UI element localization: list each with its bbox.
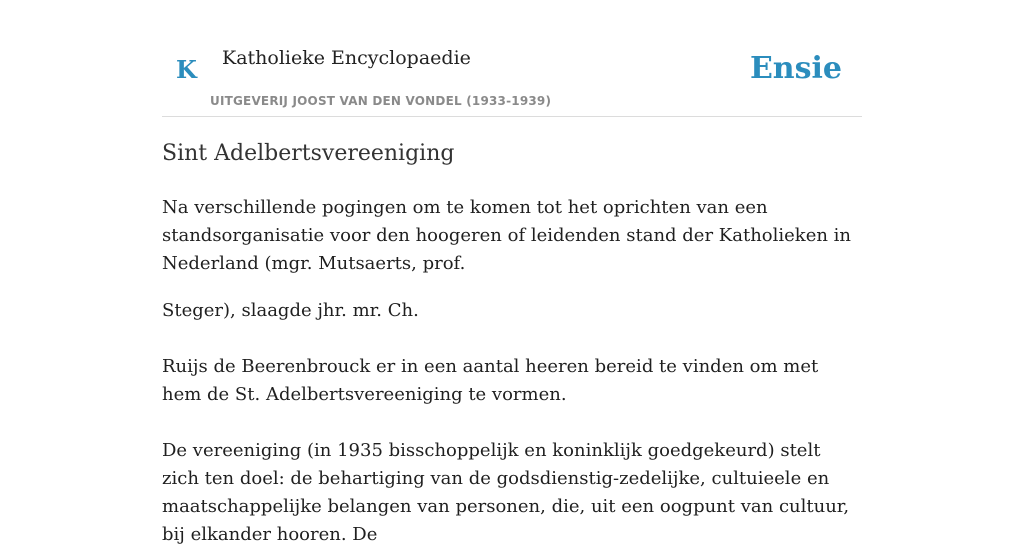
article-paragraph: Steger), slaagde jhr. mr. Ch. bbox=[162, 300, 419, 321]
article-content bbox=[162, 138, 862, 549]
article-paragraph: Na verschillende pogingen om te komen tot het oprichten van een standsorganisatie voor den hoogeren of leidenden stand der Katholieken in Nederland (mgr. Mutsaerts, prof. bbox=[162, 197, 852, 274]
article-paragraph: Ruijs de Beerenbrouck er in een aantal heeren bereid te vinden om met hem de St. Adelbertsvereeniging te vormen. bbox=[162, 356, 819, 405]
site-header bbox=[162, 0, 862, 117]
article-title: Sint Adelbertsvereeniging bbox=[162, 141, 455, 166]
publisher-subtitle: UITGEVERIJ JOOST VAN DEN VONDEL (1933-1939) bbox=[210, 94, 552, 108]
ensie-brand-logo[interactable]: Ensie bbox=[749, 51, 842, 86]
article-paragraph: De vereeniging (in 1935 bisschoppelijk en koninklijk goedgekeurd) stelt zich ten doel: de behartiging van de godsdienstig-zedelijke, cultuieele en maatschappelijke belangen van personen, die, uit een oogpunt van cultuur, bij elkander hooren. De bbox=[162, 440, 850, 545]
logo-icon[interactable]: K bbox=[176, 55, 197, 84]
site-title-link[interactable]: Katholieke Encyclopaedie bbox=[222, 47, 471, 69]
